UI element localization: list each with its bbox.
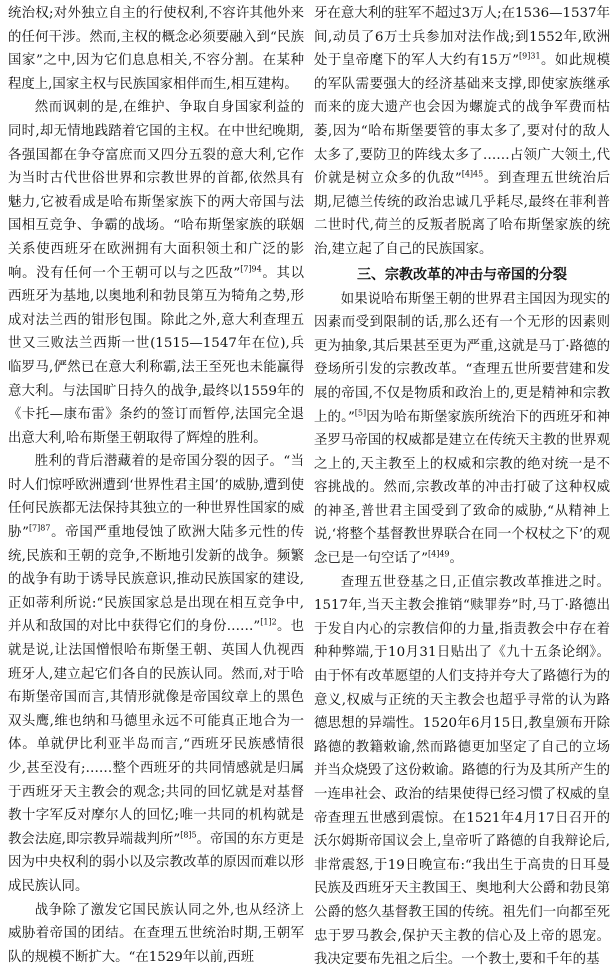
section-heading: 三、宗教改革的冲击与帝国的分裂 [357,266,567,283]
paragraph-text: 因为哈布斯堡家族所统治下的西班牙和神圣罗马帝国的权威都是建立在传统天主教的世界观之上的,天主教至上的权威和宗教的绝对统一是不容挑战的。然而,宗教改革的冲击打破了这种权威的神圣,普世君主国受到了致命的威胁,“从精神上说,‘将整个基督教世界联合在同一个权杖之下’的观念已是一句空话了” [314,409,610,567]
citation-ref: [1]2 [260,617,277,627]
paragraph [8,2,304,96]
citation-ref: [9]31 [519,51,541,61]
paragraph [314,288,610,571]
citation-ref: [5] [354,408,367,418]
paragraph-text: 如果说哈布斯堡王朝的世界君主国因为现实的因素而受到限制的话,那么还有一个无形的因素则更为抽象,其后果甚至更为严重,这就是马丁·路德的登场所引发的宗教改革。“查理五世所要营建和发展的帝国,不仅是物质和政治上的,更是精神和宗教上的。” [314,291,610,425]
paragraph-text: 查理五世登基之日,正值宗教改革推进之时。1517年,当天主教会推销“赎罪券”时,马丁·路德出于发自内心的宗教信仰的力量,指责教会中存在着种种弊端,于10月31日贴出了《九十五条论纲》。由于怀有改革愿望的人们支持并夸大了路德行为的意义,权威与正统的天主教会也超乎寻常的认为路德思想的异端性。1520年6月15日,教皇颁布开除路德的教籍敕谕,然而路德更加坚定了自己的立场并当众烧毁了这份敕谕。路德的行为及其所产生的一连串社会、政治的结果使得已经习惯了权威的皇帝查理五世感到震惊。在1521年4月17日召开的沃尔姆斯帝国议会上,皇帝听了路德的自我辩论后,非常震怒,于19日晚宣布:“我出生于高贵的日耳曼民族及西班牙天主教国王、奥地利大公爵和勃艮第公爵的悠久基督教王国的传统。祖先们一向都至死忠于罗马教会,保护天主教的信心及上帝的恩宠。我决定要布先祖之后尘。一个教士,要和千年的基 [314,574,610,968]
paragraph [8,899,304,970]
paragraph-text: 战争除了激发它国民族认同之外,也从经济上威胁着帝国的团结。在查理五世统治时期,王朝军队的规模不断扩大。“在1529年以前,西班 [8,902,304,965]
paragraph-text: 然而讽刺的是,在维护、争取自身国家利益的同时,却无情地践踏着它国的主权。在中世纪晚期,各强国都在争夺富庶而又四分五裂的意大利,它作为当时古代世俗世界和宗教世界的首都,依然具有魅力,它被看成是哈布斯堡家族下的两大帝国与法国相互竞争、争霸的战场。“哈布斯堡家族的联姻关系使西班牙在欧洲拥有大面积领土和广泛的影响。没有任何一个王朝可以与之匹敌” [8,100,304,281]
paragraph-text: 。也就是说,让法国憎恨哈布斯堡王朝、英国人仇视西班牙人,建立起它们各自的民族认同。然而,对于哈布斯堡帝国而言,其情形就像是帝国纹章上的黑色双头鹰,维也纳和马德里永远不可能真正地合为一体。单就伊比利亚半岛而言,“西班牙民族感情很少,甚至没有;……整个西班牙的共同情感就是归属于西班牙天主教会的观念;共同的回忆就是对基督教十字军反对摩尔人的回忆;唯一共同的机构就是教会法庭,即宗教异端裁判所” [8,619,304,847]
paragraph-text: 。到查理五世统治后期,尼德兰传统的政治忠诚几乎耗尽,最终在菲利普二世时代,荷兰的反叛者脱离了哈布斯堡家族的统治,建立起了自己的民族国家。 [314,171,610,257]
right-column [314,2,611,968]
paragraph-text: 。 [449,551,463,567]
citation-ref: [7]94 [240,264,262,274]
paragraph-text: 胜利的背后潜藏着的是帝国分裂的因子。“当时人们惊呼欧洲遭到‘世界性君主国’的威胁,遭到使任何民族都无法保持其独立的一种世界性国家的威胁” [8,454,304,541]
paragraph [314,571,610,972]
paragraph [314,2,610,262]
paragraph [8,96,304,450]
paragraph [8,450,304,898]
left-column [8,2,304,965]
paragraph-text: 。帝国的东方更是因为中央权利的弱小以及宗教改革的原因而难以形成民族认同。 [8,831,304,894]
paragraph-text: 。其以西班牙为基地,以奥地利和勃艮第互为犄角之势,形成对法兰西的钳形包围。除此之外,意大利查理五世又三败法兰西斯一世(1515—1547年在位),兵临罗马,俨然已在意大利称霸,法王至死也未能赢得意大利。与法国旷日持久的战争,最终以1559年的《卡托—康布雷》条约的签订而暂停,法国完全退出意大利,哈布斯堡王朝取得了辉煌的胜利。 [8,265,304,446]
paragraph-text: 。帝国严重地侵蚀了欧洲大陆多元性的传统,民族和王朝的竞争,不断地引发新的战争。频繁的战争有助于诱导民族意识,推动民族国家的建设,正如蒂利所说:“民族国家总是出现在相互竞争中,并从和敌国的对比中获得它们的身份……” [8,525,304,635]
citation-ref: [7]87 [28,523,51,533]
citation-ref: [4]49 [427,549,450,559]
paragraph-text: 牙在意大利的驻军不超过3万人;在1536—1537年间,动员了6万士兵参加对法作战;到1552年,欧洲处于皇帝麾下的军人大约有15万” [314,6,610,69]
paragraph-text: 。如此规模的军队需要强大的经济基础来支撑,即使家族继承而来的庞大遗产也会因为螺旋式的战争军费而枯萎,因为“哈布斯堡要管的事太多了,要对付的敌人太多了,要防卫的阵线太多了……占领广大领土,代价就是树立众多的仇敌” [314,53,611,187]
paragraph-text: 统治权;对外独立自主的行使权利,不容许其他外来的任何干涉。然而,主权的概念必须要融入到“民族国家”之中,因为它们息息相关,不容分割。在某种程度上,国家主权与民族国家相伴而生,相互建构。 [8,6,304,92]
citation-ref: [8]5 [180,830,197,840]
citation-ref: [4]45 [461,169,484,179]
